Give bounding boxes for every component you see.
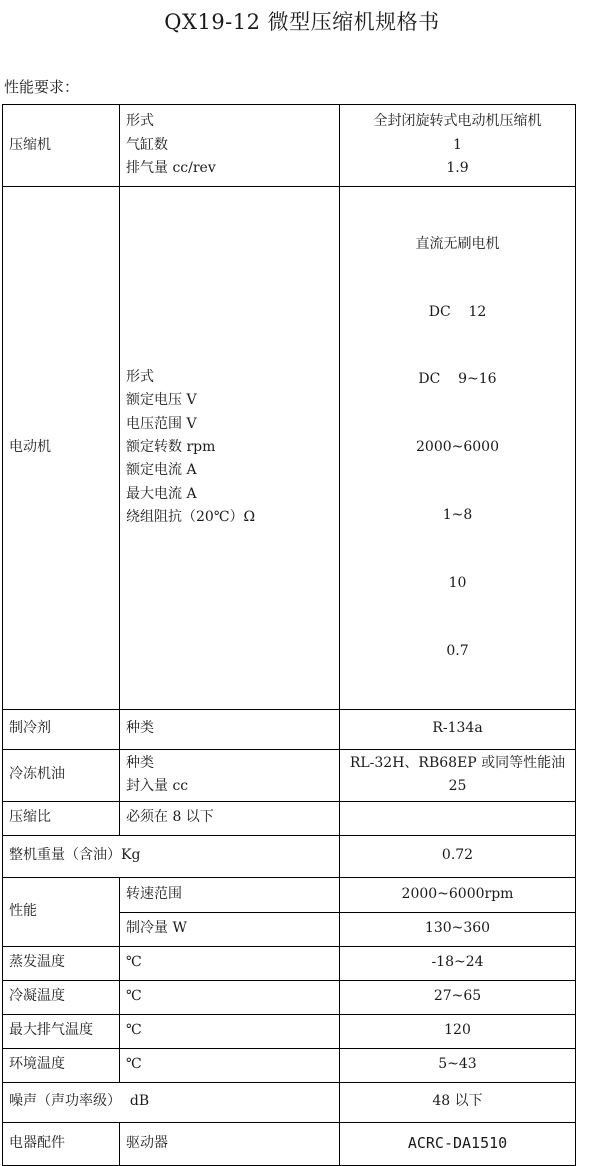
- value: 直流无刷电机: [415, 235, 500, 252]
- refrigerant-label: 制冷剂: [3, 709, 120, 749]
- max-discharge-unit: ℃: [120, 1014, 340, 1048]
- row-electrical: [3, 1122, 576, 1165]
- row-compressor: [3, 105, 576, 187]
- param: 额定转数 rpm: [126, 439, 216, 456]
- condensation-unit: ℃: [120, 980, 340, 1014]
- oil-params: [120, 749, 340, 801]
- max-discharge-value: 120: [340, 1014, 576, 1048]
- param: 排气量 cc/rev: [126, 160, 216, 177]
- param: 绕组阻抗（20℃）Ω: [126, 509, 256, 526]
- oil-label: 冷冻机油: [3, 749, 120, 801]
- param: 额定电压 V: [126, 392, 197, 409]
- motor-values: [340, 187, 576, 710]
- electrical-label: 电器配件: [3, 1122, 120, 1165]
- row-oil: [3, 749, 576, 801]
- value: RL-32H、RB68EP 或同等性能油: [349, 754, 566, 771]
- value: 10: [448, 574, 467, 591]
- electrical-param: 驱动器: [120, 1122, 340, 1165]
- value: 1~8: [442, 507, 473, 524]
- value: 25: [448, 778, 467, 794]
- noise-value: 48 以下: [340, 1082, 576, 1122]
- compressor-values: [340, 105, 576, 187]
- weight-value: 0.72: [340, 835, 576, 877]
- compressor-params: [120, 105, 340, 187]
- cooling-param: 制冷量 W: [120, 912, 340, 946]
- row-noise: [3, 1082, 576, 1122]
- value: 0.7: [446, 642, 469, 659]
- refrigerant-param: 种类: [120, 709, 340, 749]
- cooling-value: 130~360: [340, 912, 576, 946]
- ratio-value: [340, 801, 576, 835]
- ratio-param: 必须在 8 以下: [120, 801, 340, 835]
- row-ambient: [3, 1048, 576, 1082]
- performance-label: 性能: [3, 877, 120, 946]
- value: 1.9: [446, 160, 469, 177]
- motor-params: [120, 187, 340, 710]
- evaporation-value: -18~24: [340, 946, 576, 980]
- condensation-label: 冷凝温度: [3, 980, 120, 1014]
- spec-table: [2, 104, 576, 1166]
- value: DC 9~16: [418, 371, 497, 388]
- row-condensation: [3, 980, 576, 1014]
- document-title: QX19-12 微型压缩机规格书: [164, 10, 440, 34]
- param: 形式: [126, 113, 154, 130]
- row-ratio: [3, 801, 576, 835]
- value: 1: [453, 136, 462, 153]
- ambient-value: 5~43: [340, 1048, 576, 1082]
- row-motor: [3, 187, 576, 710]
- value: DC 12: [428, 303, 487, 320]
- param: 形式: [126, 368, 154, 385]
- evaporation-unit: ℃: [120, 946, 340, 980]
- value: 2000~6000: [416, 439, 499, 456]
- row-performance-speed: [3, 877, 576, 912]
- speed-value: 2000~6000rpm: [340, 877, 576, 912]
- weight-label: 整机重量（含油）Kg: [3, 835, 340, 877]
- param: 电压范围 V: [126, 415, 197, 432]
- param: 封入量 cc: [126, 778, 189, 794]
- param: 气缸数: [126, 136, 168, 153]
- value: 全封闭旋转式电动机压缩机: [373, 113, 542, 130]
- row-evaporation: [3, 946, 576, 980]
- ratio-label: 压缩比: [3, 801, 120, 835]
- row-weight: [3, 835, 576, 877]
- evaporation-label: 蒸发温度: [3, 946, 120, 980]
- compressor-label: 压缩机: [3, 105, 120, 187]
- param: 最大电流 A: [126, 485, 197, 502]
- electrical-value: ACRC-DA1510: [340, 1122, 576, 1165]
- param: 额定电流 A: [126, 462, 197, 479]
- motor-label: 电动机: [3, 187, 120, 710]
- speed-param: 转速范围: [120, 877, 340, 912]
- condensation-value: 27~65: [340, 980, 576, 1014]
- ambient-label: 环境温度: [3, 1048, 120, 1082]
- param: 种类: [126, 754, 154, 771]
- refrigerant-value: R-134a: [340, 709, 576, 749]
- row-max-discharge: [3, 1014, 576, 1048]
- ambient-unit: ℃: [120, 1048, 340, 1082]
- noise-label: 噪声（声功率级） dB: [3, 1082, 340, 1122]
- row-refrigerant: [3, 709, 576, 749]
- max-discharge-label: 最大排气温度: [3, 1014, 120, 1048]
- section-heading: 性能要求：: [4, 78, 80, 96]
- oil-values: [340, 749, 576, 801]
